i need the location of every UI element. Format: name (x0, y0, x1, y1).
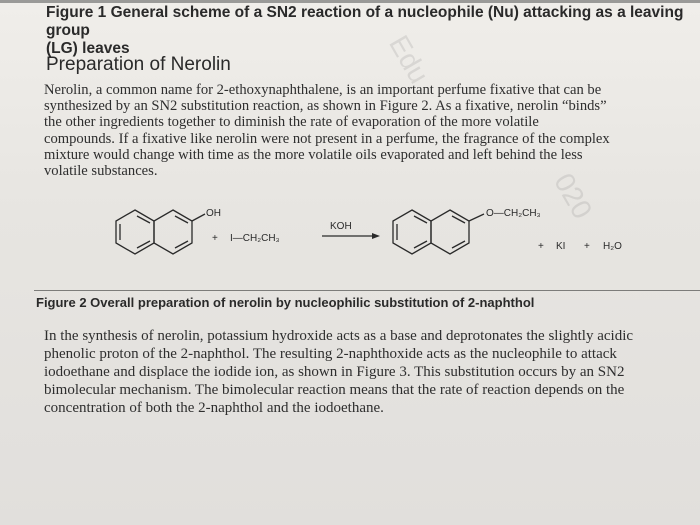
figure1-caption-line1: Figure 1 General scheme of a SN2 reaction of a nucleophile (Nu) attacking as a leaving group (46, 4, 684, 39)
paragraph1-line: compounds. If a fixative like nerolin were not present in a perfume, the fragrance of the complex (44, 130, 610, 147)
paragraph2-line: In the synthesis of nerolin, potassium hydroxide acts as a base and deprotonates the slightly acidic (44, 328, 634, 344)
paragraph-nerolin-intro (44, 82, 700, 179)
watermark-text: 020 (548, 168, 599, 224)
figure2-caption: Figure 2 Overall preparation of nerolin by nucleophilic substitution of 2-naphthol (36, 295, 535, 310)
section-title: Preparation of Nerolin (46, 54, 231, 75)
figure2-rule (34, 290, 700, 291)
paragraph-synthesis-mechanism (44, 327, 700, 417)
reaction-scheme (0, 195, 700, 290)
paragraph2-line: iodoethane and displace the iodide ion, as shown in Figure 3. This substitution occurs by an SN2 (44, 364, 625, 380)
paragraph2-line: concentration of both the 2-naphthol and the iodoethane. (44, 400, 384, 416)
nerolin-structure (393, 210, 484, 254)
iodoethane-label: I—CH₂CH₃ (230, 233, 280, 244)
header-rule (0, 0, 700, 3)
watermark-text: Edu (383, 30, 435, 89)
naphthol-structure (116, 210, 205, 254)
plus-sign: + (584, 241, 590, 252)
paragraph1-line: synthesized by an SN2 substitution reaction, as shown in Figure 2. As a fixative, nerolin “binds” (44, 98, 607, 115)
potassium-iodide-label: KI (556, 241, 566, 252)
paragraph1-line: mixture would change with time as the more volatile oils evaporated and left behind the less (44, 146, 583, 163)
paragraph1-line: the other ingredients together to diminish the rate of evaporation of the more volatile (44, 114, 539, 131)
reaction-arrow-icon (322, 233, 380, 239)
reactant-hydroxyl-label: OH (206, 208, 221, 219)
figure1-caption (46, 4, 686, 58)
paragraph2-line: phenolic proton of the 2-naphthol. The resulting 2-naphthoxide acts as the nucleophile to attack (44, 346, 617, 362)
figure1-caption-line2: (LG) leaves (46, 40, 130, 57)
koh-condition-label: KOH (330, 221, 352, 232)
paragraph1-line: volatile substances. (44, 163, 158, 180)
product-ethoxy-label: O—CH₂CH₃ (486, 208, 541, 219)
paragraph2-line: bimolecular mechanism. The bimolecular reaction means that the rate of reaction depends on the (44, 382, 625, 398)
plus-sign: + (538, 241, 544, 252)
water-label: H₂O (603, 241, 622, 252)
plus-sign: + (212, 233, 218, 244)
paragraph1-line: Nerolin, a common name for 2-ethoxynaphthalene, is an important perfume fixative that can be (44, 82, 602, 98)
